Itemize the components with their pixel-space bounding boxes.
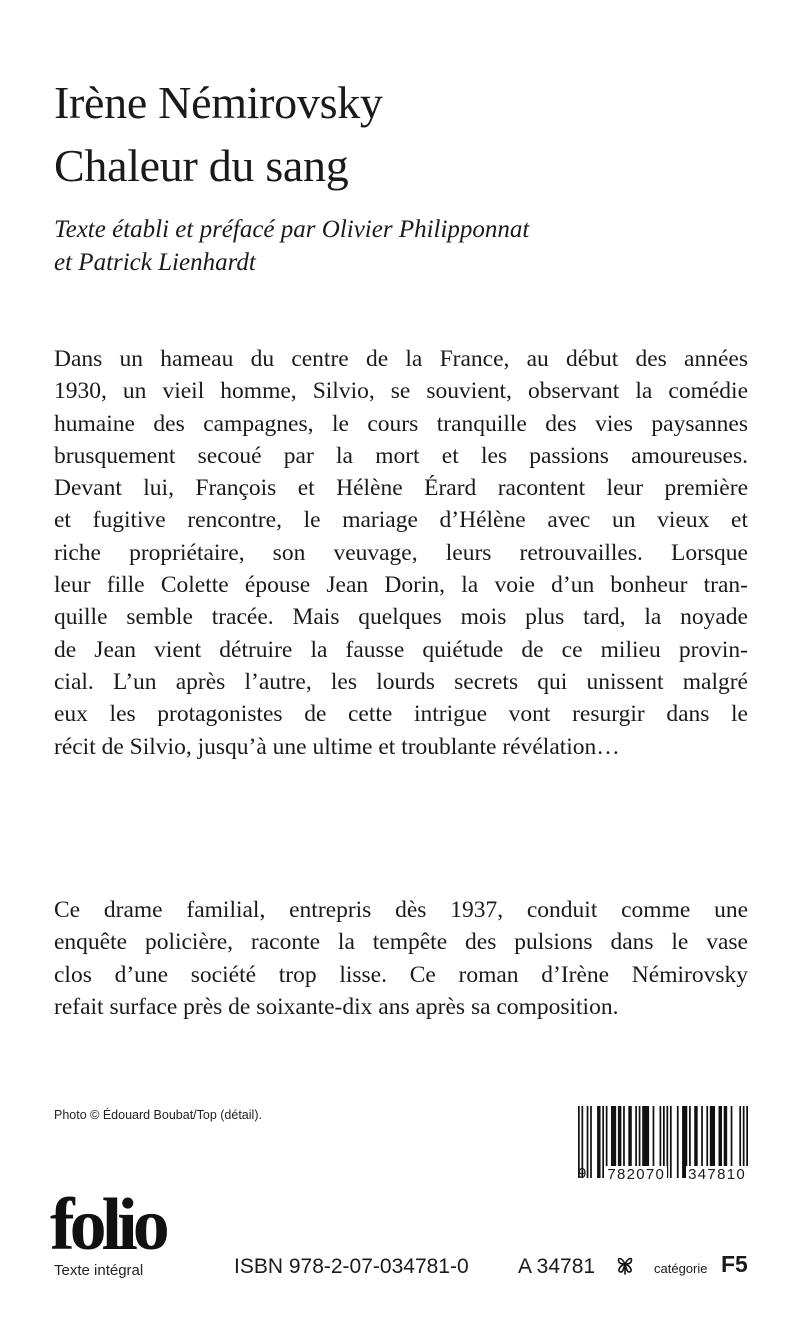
blurb-paragraph-2	[54, 894, 748, 1023]
text-line: récit de Silvio, jusqu’à une ultime et troublante révélation…	[54, 733, 620, 760]
photo-credit: Photo © Édouard Boubat/Top (détail).	[54, 1108, 262, 1122]
text-line: Devant lui, François et Hélène Érard racontent leur première	[54, 475, 748, 502]
text-line: humaine des campagnes, le cours tranquille des vies paysannes	[54, 410, 748, 437]
barcode-digit-group: 347810	[688, 1166, 746, 1183]
subtitle-line: Texte établi et préfacé par Olivier Philipponnat	[54, 216, 530, 243]
barcode-digits	[578, 1166, 748, 1182]
blurb-paragraph-1	[54, 343, 748, 763]
text-line: et fugitive rencontre, le mariage d’Hélène avec un vieux et	[54, 507, 748, 534]
folio-logo: folio	[50, 1184, 165, 1266]
barcode-digit-first: 9	[578, 1165, 587, 1182]
text-line: enquête policière, raconte la tempête des pulsions dans le vase	[54, 929, 748, 956]
subtitle-line: et Patrick Lienhardt	[54, 249, 256, 276]
reference-code: A 34781	[518, 1255, 596, 1278]
text-line: de Jean vient détruire la fausse quiétude de ce milieu provin-	[54, 636, 748, 663]
text-line: Dans un hameau du centre de la France, au début des années	[54, 346, 748, 372]
text-line: riche propriétaire, son veuvage, leurs retrouvailles. Lorsque	[54, 539, 748, 566]
text-line: clos d’une société trop lisse. Ce roman d’Irène Némirovsky	[54, 961, 748, 988]
text-line: refait surface près de soixante-dix ans après sa composition.	[54, 993, 619, 1020]
text-line: Ce drame familial, entrepris dès 1937, conduit comme une	[54, 897, 748, 923]
text-line: eux les protagonistes de cette intrigue vont resurgir dans le	[54, 701, 748, 728]
text-line: brusquement secoué par la mort et les passions amoureuses.	[54, 442, 748, 469]
book-author: Irène Némirovsky	[54, 77, 383, 128]
text-line: leur fille Colette épouse Jean Dorin, la voie d’un bonheur tran-	[54, 572, 748, 599]
text-line: quille semble tracée. Mais quelques mois plus tard, la noyade	[54, 604, 748, 631]
text-line: cial. L’un après l’autre, les lourds secrets qui unissent malgré	[54, 668, 748, 695]
isbn-number: ISBN 978-2-07-034781-0	[234, 1255, 469, 1278]
book-title: Chaleur du sang	[54, 140, 349, 191]
text-line: 1930, un vieil homme, Silvio, se souvient, observant la comédie	[54, 378, 748, 405]
category-label: catégorie	[654, 1261, 708, 1276]
flower-ornament-icon	[613, 1252, 637, 1276]
book-subtitle	[54, 213, 754, 279]
barcode	[578, 1106, 748, 1198]
logo-subtitle: Texte intégral	[54, 1262, 144, 1279]
category-code: F5	[721, 1251, 748, 1277]
barcode-digit-group: 782070	[607, 1166, 666, 1183]
